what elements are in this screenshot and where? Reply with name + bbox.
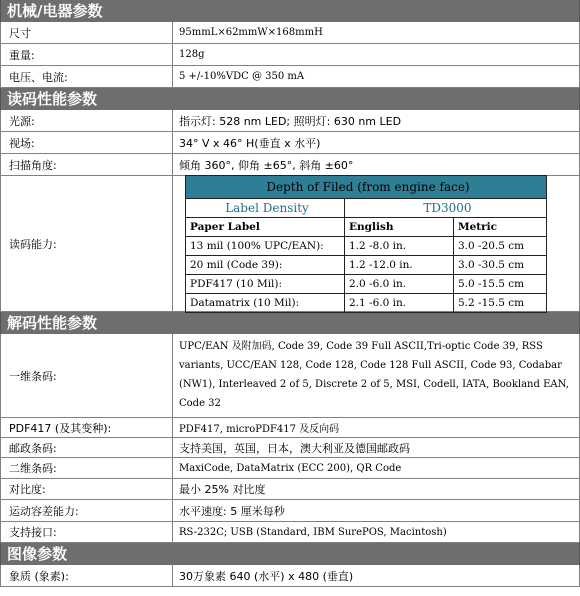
row-label: 光源:: [1, 110, 173, 131]
table-row: [186, 255, 547, 274]
row-value: 30万象素 640 (水平) x 480 (垂直): [179, 569, 354, 583]
row-value: 倾角 360°, 仰角 ±65°, 斜角 ±60°: [179, 158, 354, 172]
row-label: 重量:: [1, 44, 173, 65]
row-label: 二维条码:: [1, 458, 173, 478]
row-image-quality: [0, 565, 580, 587]
row-read-capability: [0, 176, 580, 312]
depth-model: TD3000: [345, 198, 547, 217]
row-label: 运动容差能力:: [1, 500, 173, 521]
row-value: 指示灯: 528 nm LED; 照明灯: 630 nm LED: [179, 114, 402, 128]
depth-header-paper: Paper Label: [186, 217, 345, 236]
row-label: 扫描角度:: [1, 154, 173, 175]
table-cell: 13 mil (100% UPC/EAN):: [186, 236, 345, 255]
table-cell: 2.1 -6.0 in.: [345, 293, 454, 312]
row-label: 尺寸: [1, 22, 173, 43]
depth-label-density: Label Density: [186, 198, 345, 217]
row-label: 读码能力:: [1, 176, 173, 311]
row-value: UPC/EAN 及附加码, Code 39, Code 39 Full ASCII,Tri-optic Code 39, RSS variants, UCC/EAN 128, Code 128, Code 128 Full ASCII, Code 93, Codabar (NW1), Interleaved 2 of 5, Discrete 2 of 5, MSI, Codell, IATA, Bookland EAN, Code 32: [179, 341, 569, 409]
row-label: 一维条码:: [1, 334, 173, 417]
table-row: [186, 293, 547, 312]
row-size: [0, 22, 580, 44]
row-value: [173, 176, 579, 311]
row-label: 视场:: [1, 132, 173, 153]
section-image-header: 图像参数: [0, 543, 580, 565]
row-2d-barcodes: [0, 458, 580, 479]
row-value: MaxiCode, DataMatrix (ECC 200), QR Code: [179, 462, 402, 474]
table-cell: 1.2 -8.0 in.: [345, 236, 454, 255]
depth-table-title: Depth of Filed (from engine face): [186, 175, 547, 198]
row-field-of-view: [0, 132, 580, 154]
row-label: 电压、电流:: [1, 66, 173, 87]
row-value: 5 +/-10%VDC @ 350 mA: [179, 71, 305, 82]
row-label: 对比度:: [1, 479, 173, 499]
row-scan-angle: [0, 154, 580, 176]
row-light-source: [0, 110, 580, 132]
row-contrast: [0, 479, 580, 500]
table-cell: 5.2 -15.5 cm: [454, 293, 547, 312]
row-label: 象质 (象素):: [1, 565, 173, 586]
table-cell: 20 mil (Code 39):: [186, 255, 345, 274]
table-cell: Datamatrix (10 Mil):: [186, 293, 345, 312]
section-read-header: 读码性能参数: [0, 88, 580, 110]
table-row: [186, 274, 547, 293]
section-decode-header: 解码性能参数: [0, 312, 580, 334]
section-mech-header: 机械/电器参数: [0, 0, 580, 22]
table-cell: 3.0 -30.5 cm: [454, 255, 547, 274]
table-cell: 3.0 -20.5 cm: [454, 236, 547, 255]
row-weight: [0, 44, 580, 66]
row-value: RS-232C; USB (Standard, IBM SurePOS, Macintosh): [179, 526, 447, 538]
row-value: 水平速度: 5 厘米每秒: [179, 504, 285, 518]
row-value: PDF417, microPDF417 及反向码: [179, 424, 340, 435]
row-interfaces: [0, 522, 580, 543]
depth-header-english: English: [345, 217, 454, 236]
row-value: 95mmL×62mmW×168mmH: [179, 27, 323, 38]
row-pdf417: [0, 418, 580, 438]
table-cell: PDF417 (10 Mil):: [186, 274, 345, 293]
depth-of-field-table: [185, 175, 547, 313]
row-value: 最小 25% 对比度: [179, 483, 266, 496]
table-cell: 2.0 -6.0 in.: [345, 274, 454, 293]
row-1d-barcodes: [0, 334, 580, 418]
row-label: PDF417 (及其变种):: [1, 418, 173, 437]
table-cell: 1.2 -12.0 in.: [345, 255, 454, 274]
row-motion-tolerance: [0, 500, 580, 522]
depth-header-metric: Metric: [454, 217, 547, 236]
table-row: [186, 236, 547, 255]
row-voltage: [0, 66, 580, 88]
row-label: 邮政条码:: [1, 438, 173, 457]
row-value: 支持美国，英国，日本，澳大利亚及德国邮政码: [179, 441, 410, 455]
table-cell: 5.0 -15.5 cm: [454, 274, 547, 293]
row-value: 128g: [179, 49, 205, 60]
row-label: 支持接口:: [1, 522, 173, 542]
row-postal: [0, 438, 580, 458]
row-value: 34° V x 46° H(垂直 x 水平): [179, 136, 321, 150]
